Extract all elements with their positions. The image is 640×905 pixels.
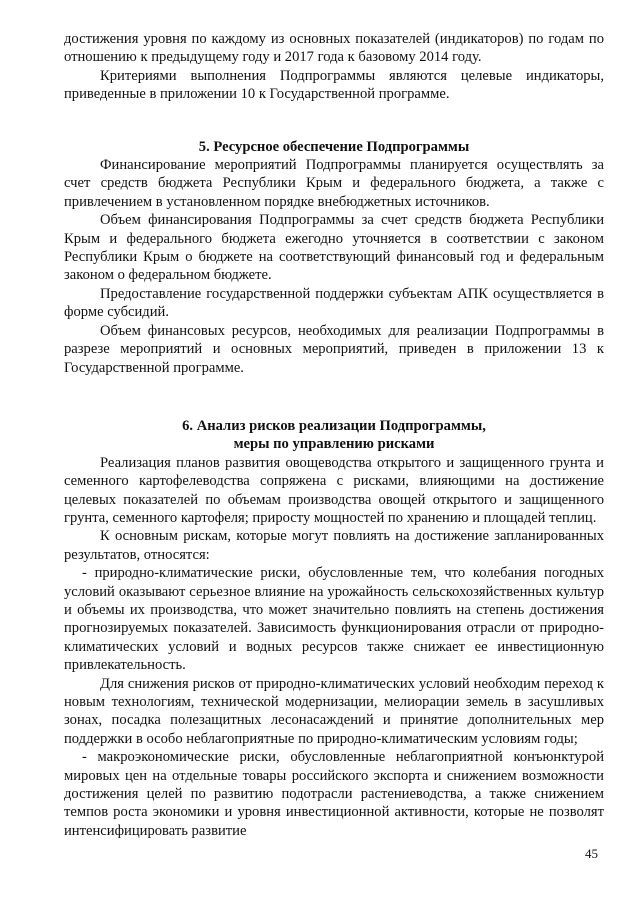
paragraph-climate-risks: - природно-климатические риски, обусловленные тем, что колебания погодных условий оказывают серьезное влияние на урожайность сельскохозяйственных культур и объемы их производства, что может значительно повлиять на степень достижения прогнозируемых показателей. Зависимость функционирования отрасли от природно-климатических условий и водных ресурсов также снижает ее инвестиционную привлекательность. xyxy=(64,565,604,674)
section-heading-6-line1: 6. Анализ рисков реализации Подпрограммы, xyxy=(182,417,486,434)
section-gap xyxy=(64,104,604,138)
section-heading-6-line2: меры по управлению рисками xyxy=(233,436,435,453)
section-gap xyxy=(64,377,604,417)
paragraph-state-support: Предоставление государственной поддержки субъектам АПК осуществляется в форме субсидий. xyxy=(64,285,604,321)
paragraph-risks-intro: Реализация планов развития овощеводства открытого и защищенного грунта и семенного картофелеводства сопряжена с рисками, влияющими на достижение целевых показателей по объемам производства овощей открытого и защищенного грунта, семенного картофеля; приросту мощностей по хранению и площадей теплиц. xyxy=(64,454,604,526)
paragraph-risk-mitigation: Для снижения рисков от природно-климатических условий необходим переход к новым технологиям, технической модернизации, мелиорации земель в засушливых зонах, посадка полезащитных лесонасаждений и принятие дополнительных мер поддержки в особо неблагоприятные по природно-климатическим условиям годы; xyxy=(64,675,604,747)
page-number: 45 xyxy=(585,846,598,861)
paragraph-indicators: достижения уровня по каждому из основных показателей (индикаторов) по годам по отношению к предыдущему году и 2017 года к базовому 2014 году. xyxy=(64,31,604,66)
paragraph-financing: Финансирование мероприятий Подпрограммы планируется осуществлять за счет средств бюджета Республики Крым и федерального бюджета, а также с привлечением в установленном порядке внебюджетных источников. xyxy=(64,157,604,210)
paragraph-financing-volume: Объем финансирования Подпрограммы за счет средств бюджета Республики Крым и федерального бюджета ежегодно уточняется в соответствии с законом Республики Крым о бюджете на соответствующий финансовый год и федеральным законом о федеральном бюджете. xyxy=(64,212,604,284)
paragraph-main-risks: К основным рискам, которые могут повлиять на достижение запланированных результатов, относятся: xyxy=(64,528,604,563)
document-body xyxy=(64,30,604,840)
paragraph-macro-risks: - макроэкономические риски, обусловленные неблагоприятной конъюнктурой мировых цен на отдельные товары российского экспорта и снижением возможности достижения целей по развитию подотрасли растениеводства, а также снижением темпов роста экономики и уровня инвестиционной активности, которые не позволят интенсифицировать развитие xyxy=(64,749,604,839)
section-heading-5: 5. Ресурсное обеспечение Подпрограммы xyxy=(198,138,470,155)
paragraph-criteria: Критериями выполнения Подпрограммы являются целевые индикаторы, приведенные в приложении 10 к Государственной программе. xyxy=(64,67,604,103)
paragraph-financial-resources: Объем финансовых ресурсов, необходимых для реализации Подпрограммы в разрезе мероприятий и основных мероприятий, приведен в приложении 13 к Государственной программе. xyxy=(64,322,604,376)
